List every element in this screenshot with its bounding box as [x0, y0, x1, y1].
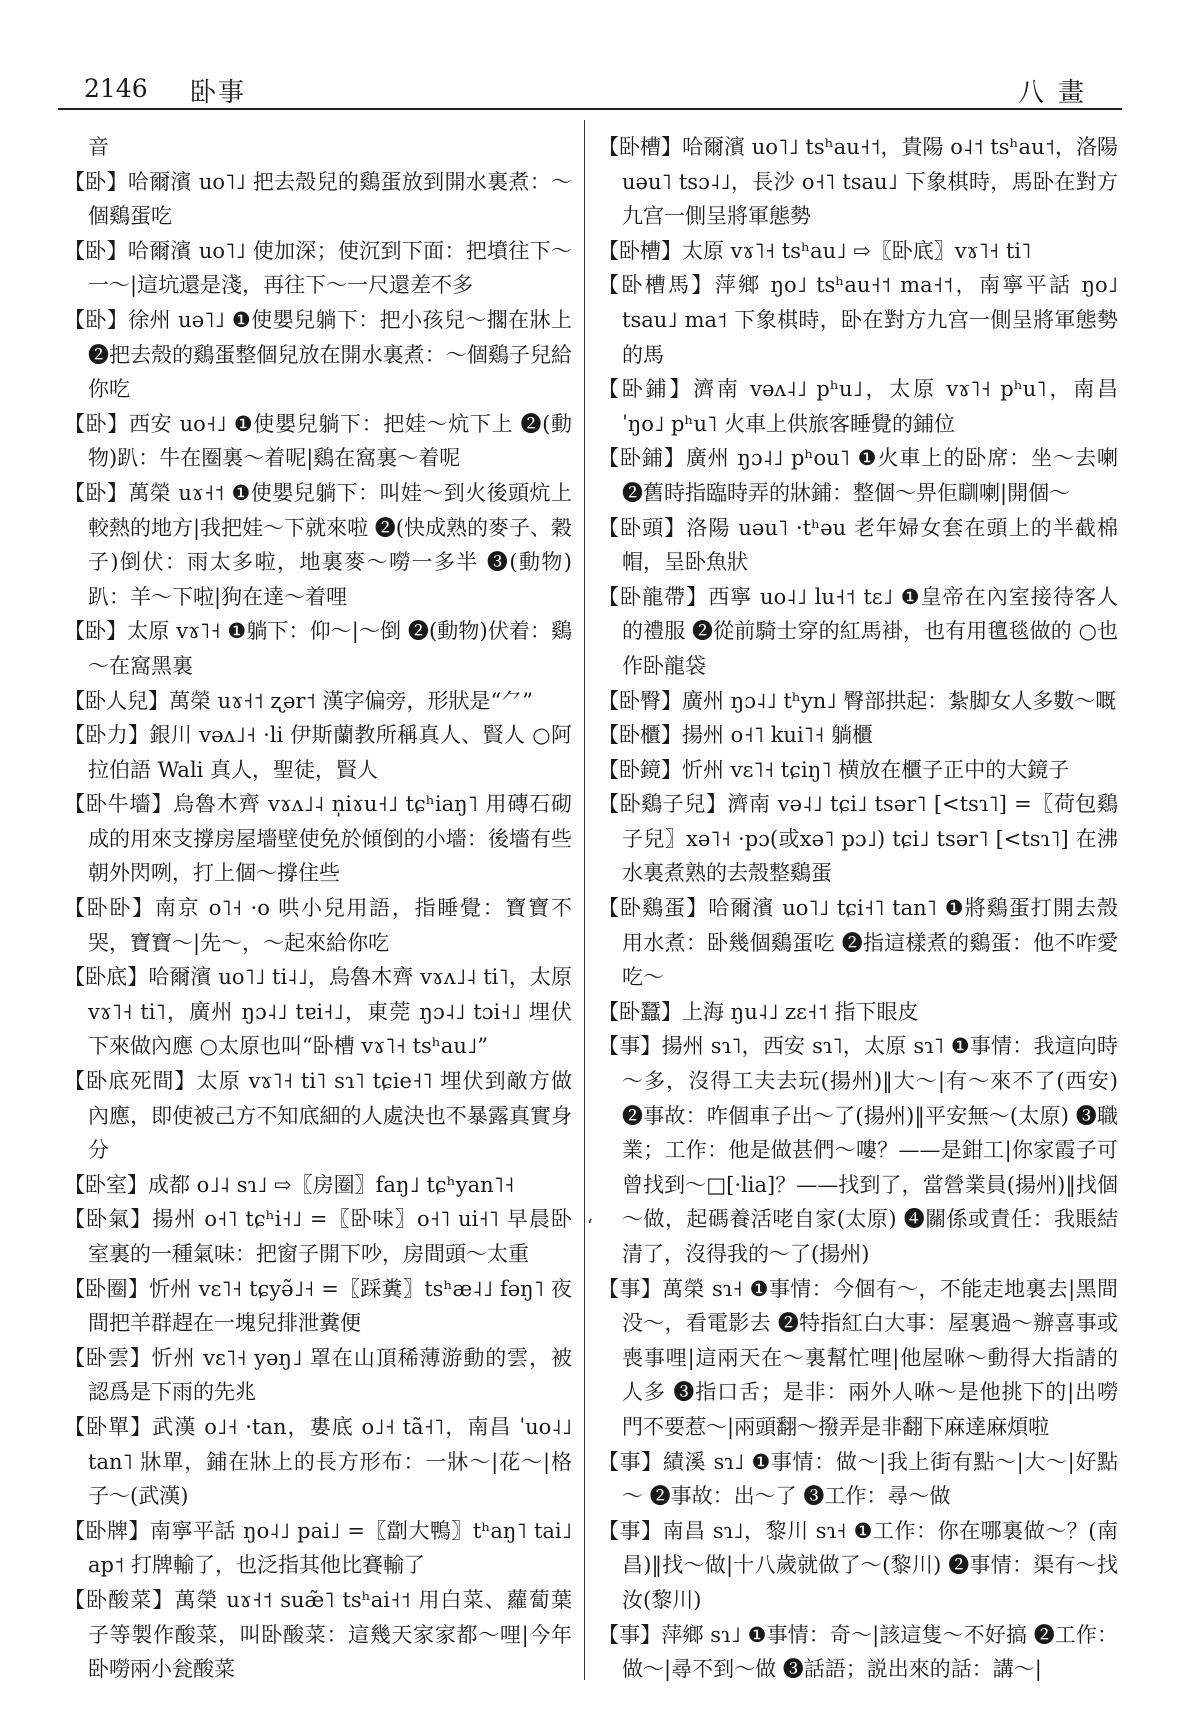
column-divider	[584, 120, 585, 1680]
dictionary-entry: 【卧】萬榮 uɤ˧˦ ❶使嬰兒躺下：叫娃～到火後頭炕上較熱的地方|我把娃～下就來啦 ❷(快成熟的麥子、穀子)倒伏：雨太多啦，地裏麥～嘮一多半 ❸(動物)趴：羊～下啦|狗在達～着哩	[64, 480, 572, 609]
right-column	[598, 130, 1118, 1687]
dictionary-entry: 【卧鷄蛋】哈爾濱 uo˥˩ tɕi˧˥ tan˥ ❶將鷄蛋打開去殼用水煮：卧幾個鷄蛋吃 ❷指這樣煮的鷄蛋：他不咋愛吃～	[598, 896, 1118, 990]
left-column	[64, 130, 572, 1687]
dictionary-entry: 【卧槽】太原 vɤ˥˧ tsʰau˩ ⇨〖卧底〗vɤ˥˧ ti˥	[598, 238, 1032, 263]
dictionary-entry: 【卧卧】南京 o˥˧ ·o 哄小兒用語，指睡覺：寶寶不哭，寶寶～|先～，～起來給你吃	[64, 896, 572, 955]
dictionary-entry: 【卧圈】忻州 vɛ˥˧ tɕyə̃˩˧ =〖踩糞〗tsʰæ˨˩ fəŋ˥ 夜間把羊群趕在一塊兒排泄糞便	[64, 1276, 572, 1336]
dictionary-entry: 【卧人兒】萬榮 uɤ˧˦ ʐər˦ 漢字偏旁，形狀是“⺈”	[64, 688, 533, 713]
dictionary-entry: 【卧鋪】濟南 vəʌ˨˩ pʰu˩，太原 vɤ˥˧ pʰu˥，南昌 ˈŋo˩ pʰu˥ 火車上供旅客睡覺的鋪位	[598, 377, 1118, 436]
dictionary-entry: 【卧室】成都 o˩˨ sɿ˩ ⇨〖房圈〗faŋ˩ tɕʰyan˥˧	[64, 1172, 515, 1197]
dictionary-entry: 【卧鋪】廣州 ŋɔ˨˩ pʰou˥ ❶火車上的卧席：坐～去喇 ❷舊時指臨時弄的牀鋪：整個～畀佢瞓喇|開個～	[598, 446, 1118, 505]
dictionary-entry: 【卧】哈爾濱 uo˥˩ 把去殼兒的鷄蛋放到開水裏煮：～個鷄蛋吃	[64, 169, 572, 229]
dictionary-entry: 【卧力】銀川 vəʌ˩˧ ·li 伊斯蘭教所稱真人、賢人 ○阿拉伯語 Wali 真人，聖徒，賢人	[64, 723, 572, 782]
margin-mark: ‘	[587, 1216, 593, 1237]
dictionary-entry: 【卧蠶】上海 ŋu˨˩ zɛ˧˦ 指下眼皮	[598, 999, 919, 1024]
dictionary-entry: 【卧單】武漢 o˩˧ ·tan，婁底 o˩˧ tã˧˥，南昌 ˈuo˨˩ tan˥ 牀單，鋪在牀上的長方形布：一牀～|花～|格子～(武漢)	[64, 1414, 572, 1509]
dictionary-entry: 【事】揚州 sɿ˥，西安 sɿ˥，太原 sɿ˥ ❶事情：我這向時～多，沒得工夫去玩(揚州)‖大～|有～來不了(西安) ❷事故：咋個車子出～了(揚州)‖平安無～(太原) ❸職業；工作：他是做甚們～嘍？——是鉗工|你家霞子可曾找到～□[·lia]？——找到了，當營業員(揚州)‖找個～做，起碼養活咾自家(太原) ❹關係或責任：我賬結清了，沒得我的～了(揚州)	[598, 1034, 1118, 1266]
dictionary-entry: 【卧】哈爾濱 uo˥˩ 使加深；使沉到下面：把墳往下～一～|這坑還是淺，再往下～一尺還差不多	[64, 238, 572, 298]
section-label: 八畫	[1017, 78, 1098, 108]
dictionary-entry: 音	[88, 135, 109, 159]
dictionary-entry: 【卧頭】洛陽 uəu˥ ·tʰəu 老年婦女套在頭上的半截棉帽，呈卧魚狀	[598, 515, 1118, 575]
dictionary-entry: 【事】萬榮 sɿ˧ ❶事情：今個有～，不能走地裏去|黑間没～，看電影去 ❷特指紅白大事：屋裏過～辦喜事或喪事哩|這兩天在～裏幫忙哩|他屋咻～動得大指請的人多 ❸指口舌；是非：兩外人咻～是他挑下的|出嘮門不要惹～|兩頭翻～撥弄是非翻下麻達麻煩啦	[598, 1276, 1118, 1439]
dictionary-entry: 【卧鏡】忻州 vɛ˥˧ tɕiŋ˥ 横放在櫃子正中的大鏡子	[598, 757, 1070, 782]
dictionary-entry: 【卧槽馬】萍鄉 ŋo˩ tsʰau˧˦ ma˧˦，南寧平話 ŋo˩ tsau˩ ma˦ 下象棋時，卧在對方九宫一側呈將軍態勢的馬	[598, 273, 1118, 367]
dictionary-entry: 【事】萍鄉 sɿ˩ ❶事情：奇～|該這隻～不好搞 ❷工作：做～|尋不到～做 ❸話語；説出來的話：講～|	[598, 1622, 1118, 1682]
dictionary-entry: 【卧鷄子兒】濟南 və˨˩ tɕi˩ tsər˥ [<tsɿ˥] =〖荷包鷄子兒〗xə˥˧ ·pɔ(或xə˥ pɔ˩) tɕi˩ tsər˥ [<tsɿ˥] 在沸水裏煮熟的去殼整鷄蛋	[598, 792, 1118, 886]
dictionary-entry: 【卧牛墻】烏魯木齊 vɤʌ˩˨ n̩iɤu˧˩ tɕʰiaŋ˥ 用磚石砌成的用來支撐房屋墻壁使免於傾倒的小墻：後墻有些朝外閃咧，打上個～撐住些	[64, 792, 572, 886]
dictionary-entry: 【卧龍帶】西寧 uo˨˩ lu˧˦ tɛ˩ ❶皇帝在內室接待客人的禮服 ❷從前騎士穿的紅馬褂，也有用氊毯做的 ○也作卧龍袋	[598, 584, 1118, 678]
dictionary-entry: 【卧】太原 vɤ˥˧ ❶躺下：仰～|～倒 ❷(動物)伏着：鷄～在窩黑裏	[64, 619, 572, 678]
dictionary-entry: 【事】南昌 sɿ˩，黎川 sɿ˧ ❶工作：你在哪裏做～？(南昌)‖找～做|十八歲就做了～(黎川) ❷事情：渠有～找汝(黎川)	[598, 1518, 1118, 1612]
dictionary-entry: 【卧櫃】揚州 o˧˥ kui˥˧ 躺櫃	[598, 723, 874, 748]
dictionary-entry: 【卧雲】忻州 vɛ˥˧ yəŋ˩ 罩在山頂稀薄游動的雲，被認爲是下雨的先兆	[64, 1345, 572, 1405]
dictionary-entry: 【卧】西安 uo˧˩ ❶使嬰兒躺下：把娃～炕下上 ❷(動物)趴：牛在圈裏～着呢|鷄在窩裏～着呢	[64, 411, 572, 471]
dictionary-entry: 【卧底死間】太原 vɤ˥˧ ti˥ sɿ˥ tɕie˧˥ 埋伏到敵方做內應，即使被己方不知底細的人處決也不暴露真實身分	[64, 1069, 572, 1163]
dictionary-entry: 【卧酸菜】萬榮 uɤ˧˦ suæ̃˥ tsʰai˧˦ 用白菜、蘿蔔葉子等製作酸菜，叫卧酸菜：這幾天家家都～哩|今年卧嘮兩小瓮酸菜	[64, 1587, 572, 1682]
dictionary-entry: 【卧底】哈爾濱 uo˥˩ ti˨˩，烏魯木齊 vɤʌ˩˨ ti˥，太原 vɤ˥˧ ti˥，廣州 ŋɔ˨˩ tɐi˧˩，東莞 ŋɔ˨˩ tɔi˧˩ 埋伏下來做內應 ○太原也叫“卧槽 vɤ˥˧ tsʰau˩”	[64, 965, 572, 1059]
header-rule	[58, 108, 1122, 110]
dictionary-entry: 【卧槽】哈爾濱 uo˥˩ tsʰau˧˦，貴陽 o˨˦ tsʰau˦，洛陽 uəu˥ tsɔ˨˩，長沙 o˧˥ tsau˩ 下象棋時，馬卧在對方九宫一側呈將軍態勢	[598, 135, 1118, 229]
dictionary-entry: 【卧】徐州 uə˥˩ ❶使嬰兒躺下：把小孩兒～擱在牀上 ❷把去殼的鷄蛋整個兒放在開水裏煮：～個鷄子兒給你吃	[64, 307, 572, 402]
dictionary-entry: 【卧氣】揚州 o˧˥ tɕʰi˧˩ =〖卧味〗o˧˥ ui˧˥ 早晨卧室裏的一種氣味：把窗子開下吵，房間頭～太重	[64, 1207, 572, 1266]
page-header	[58, 64, 1122, 114]
dictionary-entry: 【事】績溪 sɿ˩ ❶事情：做～|我上街有點～|大～|好點～ ❷事故：出～了 ❸工作：尋～做	[598, 1449, 1118, 1509]
page-number: 2146	[84, 74, 148, 103]
dictionary-entry: 【卧牌】南寧平話 ŋo˨˩ pai˩ =〖劏大鴨〗tʰaŋ˥ tai˩ ap˦ 打牌輸了，也泛指其他比賽輸了	[64, 1518, 572, 1578]
running-headword: 卧事	[190, 78, 247, 108]
dictionary-entry: 【卧臀】廣州 ŋɔ˨˩ tʰyn˩ 臀部拱起：紮脚女人多數～嘅	[598, 688, 1117, 713]
